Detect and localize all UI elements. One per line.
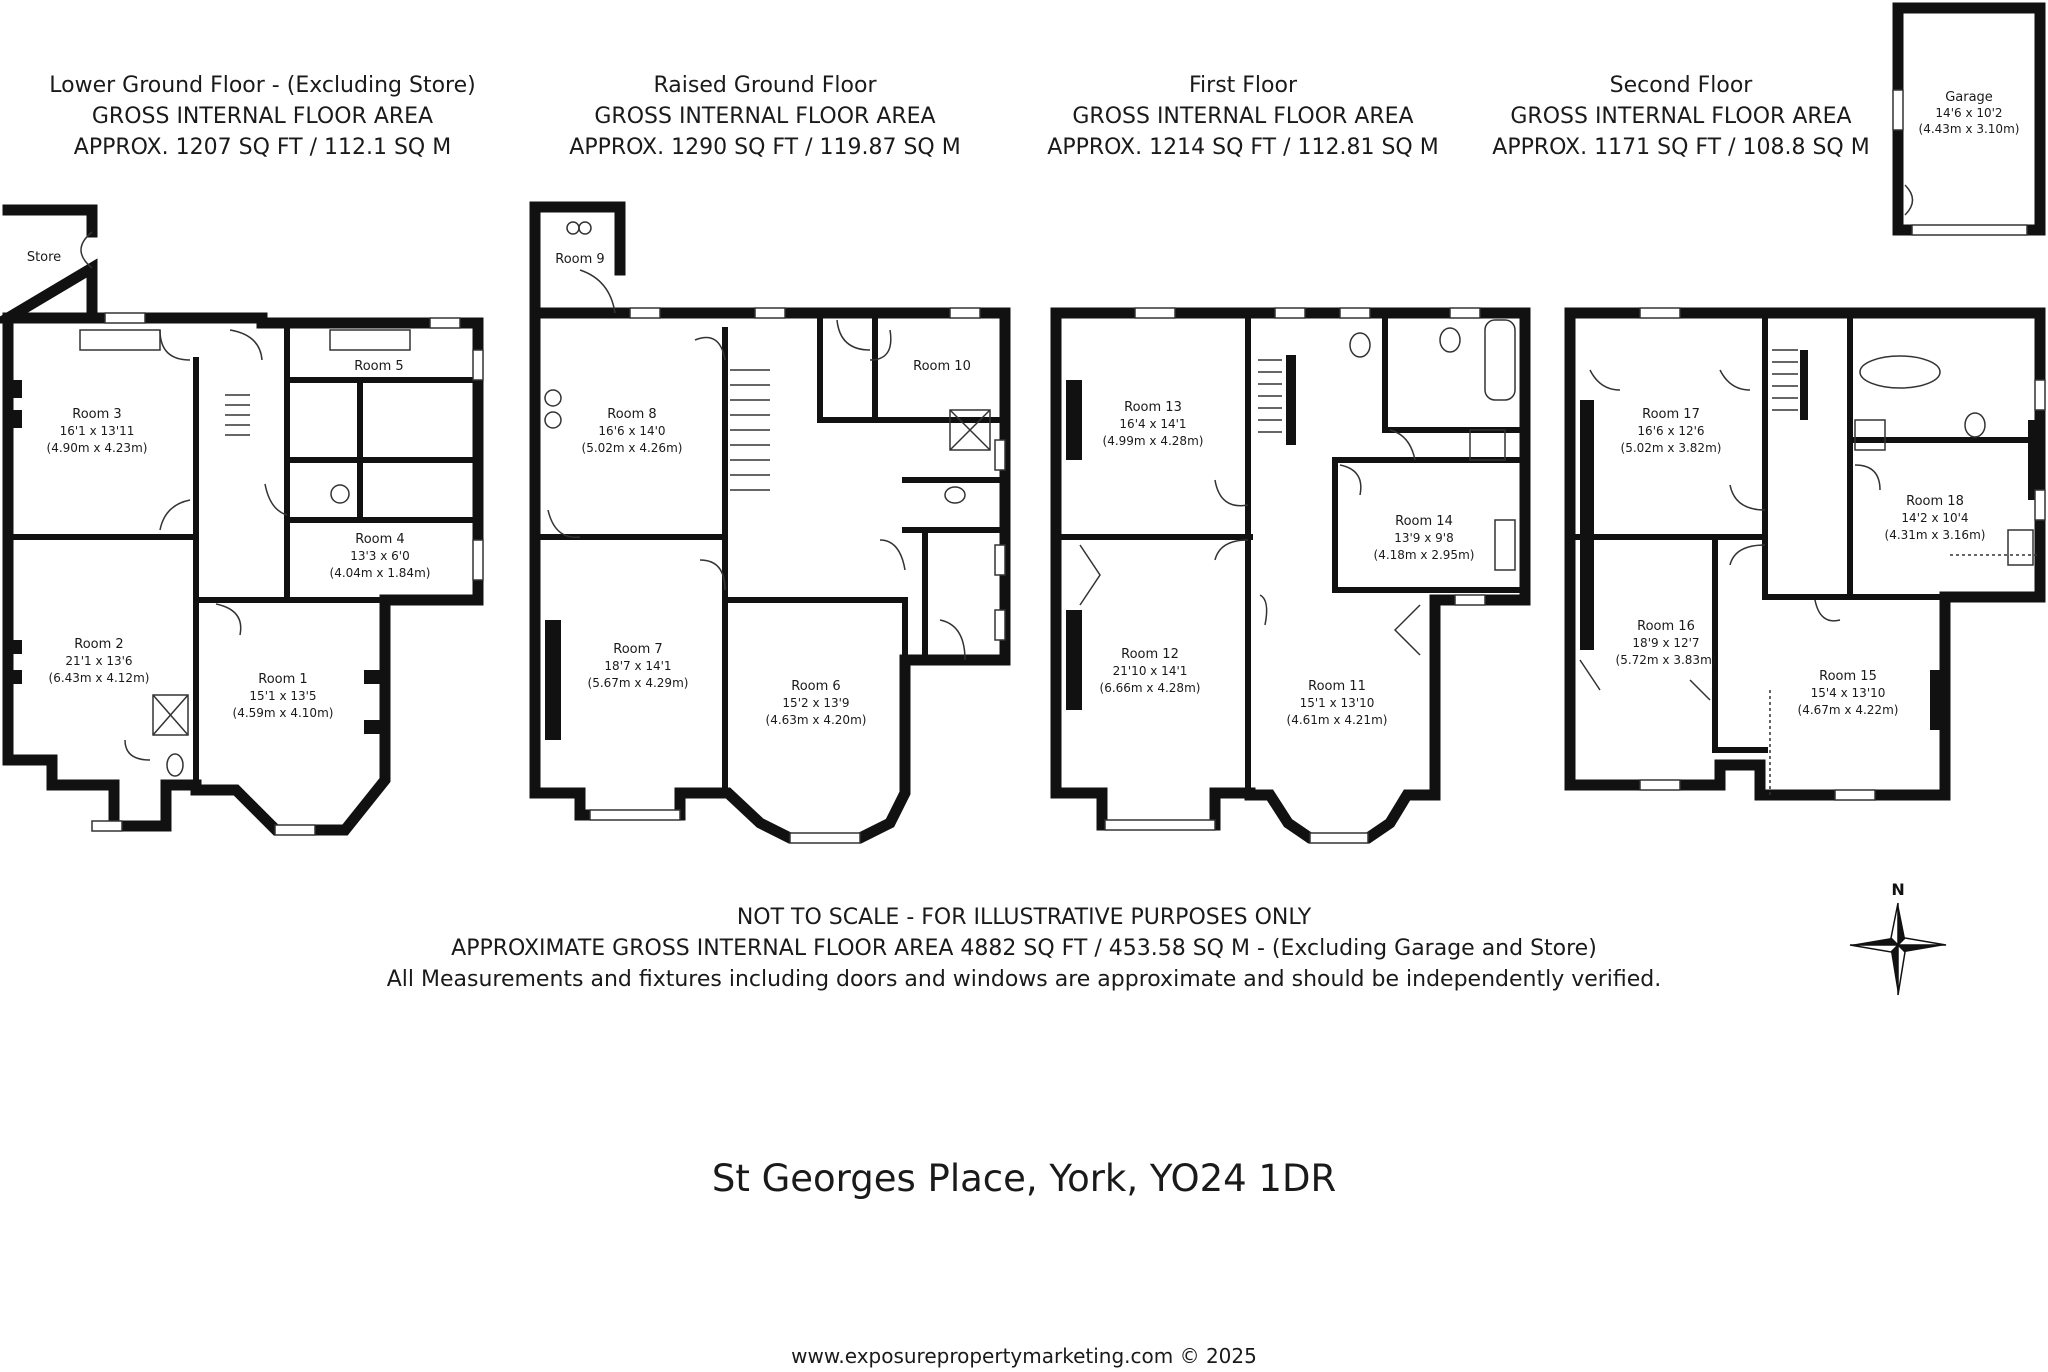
door-arc xyxy=(216,604,241,635)
room-labels xyxy=(27,90,2020,727)
shower-mark xyxy=(950,410,990,450)
door-arc xyxy=(1390,430,1415,460)
room-name-8: Room 8 xyxy=(607,407,657,422)
chimney-breast xyxy=(1930,670,1942,730)
website-credit: www.exposurepropertymarketing.com © 2025 xyxy=(791,1344,1257,1368)
door-arc xyxy=(880,540,905,570)
window xyxy=(950,308,980,318)
disclaimer-line: All Measurements and fixtures including doors and windows are approximate and should be independently verified. xyxy=(386,967,1662,992)
room-metric-6: (4.63m x 4.20m) xyxy=(765,713,867,727)
window xyxy=(473,350,483,380)
window xyxy=(995,545,1005,575)
raised-ground-outline xyxy=(535,207,1005,838)
wall xyxy=(287,380,478,520)
room-metric-garage: (4.43m x 3.10m) xyxy=(1918,122,2020,136)
room-name-4: Room 4 xyxy=(355,532,405,547)
room-name-14: Room 14 xyxy=(1395,514,1453,529)
room-imperial-18: 14'2 x 10'4 xyxy=(1901,511,1969,525)
floor-title: Second Floor xyxy=(1609,73,1753,98)
floor-area-label: GROSS INTERNAL FLOOR AREA xyxy=(91,104,434,129)
door-arc xyxy=(1215,540,1248,560)
room-name-15: Room 15 xyxy=(1819,669,1877,684)
chimney xyxy=(364,720,380,734)
window xyxy=(1455,595,1485,605)
window xyxy=(105,313,145,323)
stairs xyxy=(225,395,250,435)
toilet xyxy=(1440,328,1460,352)
room-label-store: Store xyxy=(26,250,62,265)
room-metric-13: (4.99m x 4.28m) xyxy=(1102,434,1204,448)
door-arc xyxy=(1730,485,1765,510)
floor-area-value: APPROX. 1214 SQ FT / 112.81 SQ M xyxy=(1047,135,1439,160)
room-metric-14: (4.18m x 2.95m) xyxy=(1373,548,1475,562)
room-name-10: Room 10 xyxy=(913,359,971,374)
floor-area-label: GROSS INTERNAL FLOOR AREA xyxy=(1072,104,1414,129)
chimney-breast xyxy=(545,620,561,740)
room-imperial-14: 13'9 x 9'8 xyxy=(1394,531,1454,545)
floor-title: Raised Ground Floor xyxy=(653,73,877,98)
room-imperial-7: 18'7 x 14'1 xyxy=(604,659,672,673)
shower xyxy=(1855,420,1885,450)
chimney-breast xyxy=(1580,400,1594,650)
window xyxy=(1310,833,1368,843)
door-arc xyxy=(1730,545,1765,565)
room-name-1: Room 1 xyxy=(258,672,308,687)
window xyxy=(275,825,315,835)
counter xyxy=(80,330,160,350)
property-address: St Georges Place, York, YO24 1DR xyxy=(711,1157,1337,1200)
window xyxy=(430,318,460,328)
room-imperial-4: 13'3 x 6'0 xyxy=(350,549,410,563)
garage-door xyxy=(1912,225,2027,235)
hob-ring xyxy=(567,222,579,234)
room-metric-4: (4.04m x 1.84m) xyxy=(329,566,431,580)
window xyxy=(630,308,660,318)
disclaimer-notes xyxy=(0,902,2048,995)
stairs xyxy=(1772,350,1798,410)
window xyxy=(1340,308,1370,318)
door-arc xyxy=(695,338,725,361)
door-arc xyxy=(125,740,150,760)
toilet xyxy=(167,754,183,776)
toilet xyxy=(945,487,965,503)
chimney xyxy=(364,670,380,684)
door-arc xyxy=(1855,465,1880,490)
chimney-breast xyxy=(1066,610,1082,710)
room-metric-1: (4.59m x 4.10m) xyxy=(232,706,334,720)
floor-title: First Floor xyxy=(1188,73,1298,98)
window xyxy=(790,833,860,843)
door-arc xyxy=(265,484,287,515)
door-arc xyxy=(837,320,870,350)
room-metric-3: (4.90m x 4.23m) xyxy=(46,441,148,455)
floor-area-label: GROSS INTERNAL FLOOR AREA xyxy=(1510,104,1852,129)
room-name-13: Room 13 xyxy=(1124,400,1182,415)
window xyxy=(995,610,1005,640)
chimney xyxy=(8,410,22,428)
window xyxy=(1835,790,1875,800)
window xyxy=(473,540,483,580)
shower-mark xyxy=(153,695,188,735)
room-imperial-6: 15'2 x 13'9 xyxy=(782,696,850,710)
room-name-6: Room 6 xyxy=(791,679,841,694)
room-imperial-12: 21'10 x 14'1 xyxy=(1112,664,1188,678)
chimney-breast xyxy=(1800,350,1808,420)
room-name-3: Room 3 xyxy=(72,407,122,422)
room-metric-8: (5.02m x 4.26m) xyxy=(581,441,683,455)
window xyxy=(1893,90,1903,130)
stairs xyxy=(1258,360,1282,432)
raised-ground-floor-plan xyxy=(535,207,1005,843)
window xyxy=(92,821,122,831)
chimney-breast xyxy=(2028,420,2040,500)
room-metric-16: (5.72m x 3.83m) xyxy=(1615,653,1717,667)
window xyxy=(1450,308,1480,318)
hob-ring xyxy=(545,412,561,428)
room-imperial-15: 15'4 x 13'10 xyxy=(1810,686,1886,700)
room-name-18: Room 18 xyxy=(1906,494,1964,509)
room-imperial-17: 16'6 x 12'6 xyxy=(1637,424,1705,438)
room-imperial-13: 16'4 x 14'1 xyxy=(1119,417,1187,431)
room-metric-17: (5.02m x 3.82m) xyxy=(1620,441,1722,455)
door-arc xyxy=(230,330,262,360)
chimney-breast xyxy=(1286,355,1296,445)
window xyxy=(1640,780,1680,790)
counter xyxy=(330,330,410,350)
room-metric-2: (6.43m x 4.12m) xyxy=(48,671,150,685)
door-arc xyxy=(580,270,615,313)
room-name-12: Room 12 xyxy=(1121,647,1179,662)
door-arc xyxy=(548,510,580,537)
compass-label: N xyxy=(1891,880,1905,899)
wall xyxy=(725,537,905,793)
room-name-7: Room 7 xyxy=(613,642,663,657)
floor-area-value: APPROX. 1171 SQ FT / 108.8 SQ M xyxy=(1492,135,1870,160)
shower xyxy=(1470,430,1505,460)
bath xyxy=(1485,320,1515,400)
room-metric-7: (5.67m x 4.29m) xyxy=(587,676,689,690)
hob-ring xyxy=(545,390,561,406)
room-name-16: Room 16 xyxy=(1637,619,1695,634)
chimney-breast xyxy=(1066,380,1082,460)
lower-ground-floor-plan xyxy=(8,210,483,835)
room-name-5: Room 5 xyxy=(354,359,404,374)
door-arc xyxy=(700,560,725,590)
basin-unit xyxy=(1495,520,1515,570)
window xyxy=(1135,308,1175,318)
chimney xyxy=(8,640,22,654)
window xyxy=(2035,380,2045,410)
room-metric-11: (4.61m x 4.21m) xyxy=(1286,713,1388,727)
door-arc xyxy=(1720,370,1750,390)
door-arc xyxy=(1340,465,1361,495)
floor-area-value: APPROX. 1207 SQ FT / 112.1 SQ M xyxy=(73,135,452,160)
door-arc xyxy=(1815,600,1840,621)
door-arc xyxy=(1215,480,1248,506)
wardrobe-door xyxy=(1080,545,1100,605)
room-metric-12: (6.66m x 4.28m) xyxy=(1099,681,1201,695)
window xyxy=(1640,308,1680,318)
window xyxy=(755,308,785,318)
room-name-2: Room 2 xyxy=(74,637,124,652)
door-arc xyxy=(160,500,190,530)
room-name-11: Room 11 xyxy=(1308,679,1366,694)
wardrobe-door xyxy=(1395,605,1420,655)
door-arc xyxy=(1905,185,1913,215)
window xyxy=(995,440,1005,470)
room-imperial-garage: 14'6 x 10'2 xyxy=(1935,106,2003,120)
room-name-17: Room 17 xyxy=(1642,407,1700,422)
door-arc xyxy=(1260,595,1267,625)
room-imperial-3: 16'1 x 13'11 xyxy=(59,424,135,438)
chimney xyxy=(8,380,22,398)
bath xyxy=(1860,356,1940,388)
window xyxy=(1275,308,1305,318)
window xyxy=(1105,820,1215,830)
door-arc xyxy=(160,330,190,360)
floor-area-label: GROSS INTERNAL FLOOR AREA xyxy=(594,104,936,129)
room-imperial-8: 16'6 x 14'0 xyxy=(598,424,666,438)
window xyxy=(2035,490,2045,520)
room-imperial-2: 21'1 x 13'6 xyxy=(65,654,133,668)
room-metric-15: (4.67m x 4.22m) xyxy=(1797,703,1899,717)
window xyxy=(590,810,680,820)
disclaimer-line: NOT TO SCALE - FOR ILLUSTRATIVE PURPOSES ONLY xyxy=(736,905,1312,930)
basin xyxy=(331,485,349,503)
room-imperial-16: 18'9 x 12'7 xyxy=(1632,636,1700,650)
room-imperial-11: 15'1 x 13'10 xyxy=(1299,696,1375,710)
door-arc xyxy=(1590,370,1620,390)
floor-area-value: APPROX. 1290 SQ FT / 119.87 SQ M xyxy=(569,135,961,160)
toilet xyxy=(1350,333,1370,357)
first-floor-plan xyxy=(1056,308,1525,843)
disclaimer-line: APPROXIMATE GROSS INTERNAL FLOOR AREA 4882 SQ FT / 453.58 SQ M - (Excluding Garage and Store) xyxy=(451,936,1597,961)
hob-ring xyxy=(579,222,591,234)
basin-unit xyxy=(2008,530,2033,565)
room-name-9: Room 9 xyxy=(555,252,605,267)
toilet xyxy=(1965,413,1985,437)
stairs xyxy=(730,370,770,490)
room-name-garage: Garage xyxy=(1945,90,1993,105)
floor-title: Lower Ground Floor - (Excluding Store) xyxy=(49,73,476,98)
chimney xyxy=(8,670,22,684)
room-metric-18: (4.31m x 3.16m) xyxy=(1884,528,1986,542)
door-arc xyxy=(940,620,965,660)
room-imperial-1: 15'1 x 13'5 xyxy=(249,689,317,703)
second-floor-plan xyxy=(1570,308,2045,800)
